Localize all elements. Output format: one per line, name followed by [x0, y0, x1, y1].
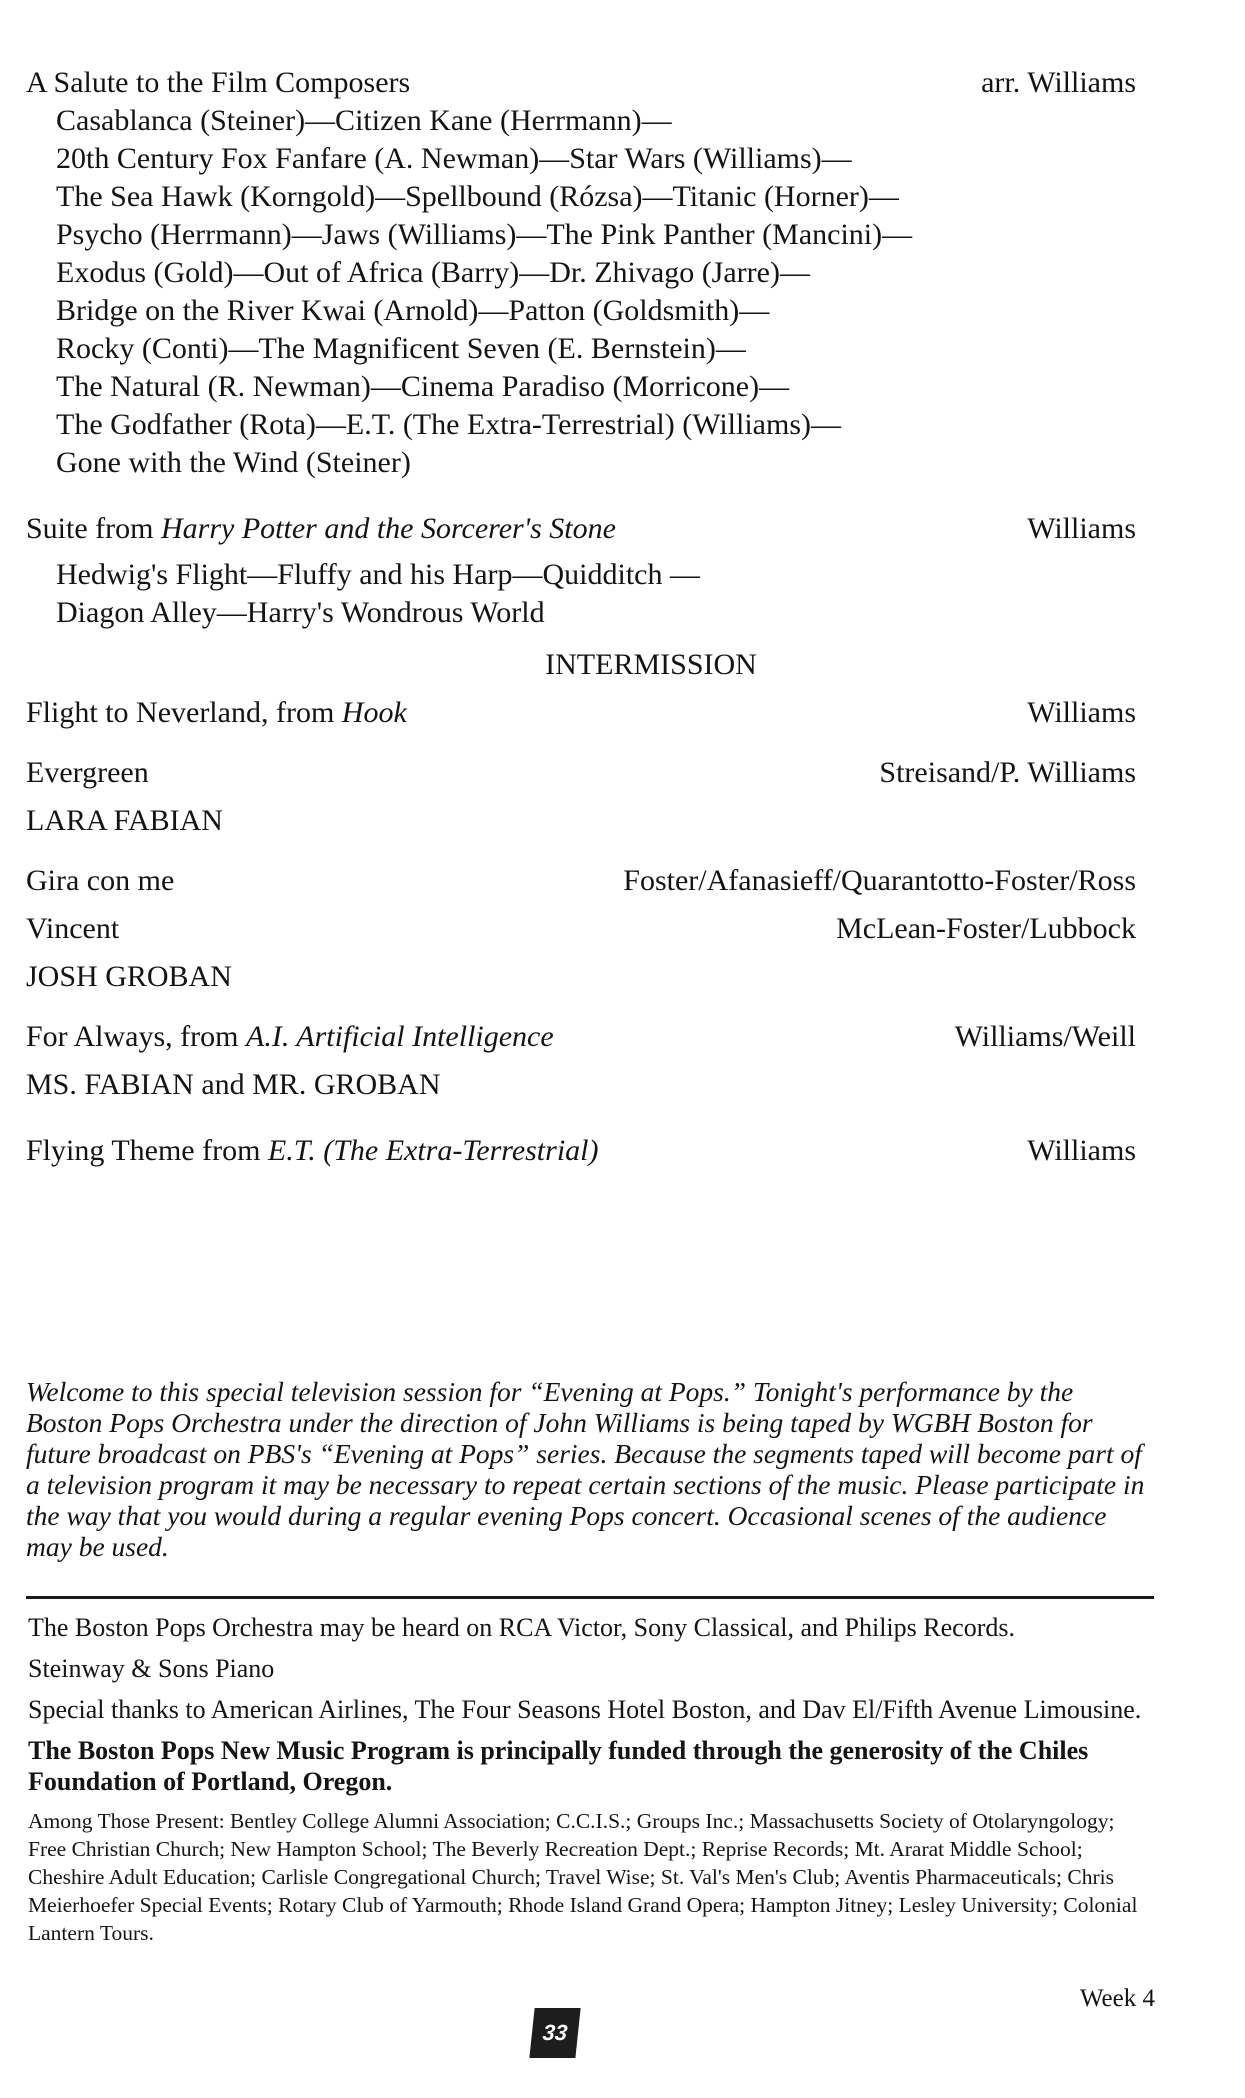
piece-title [26, 1018, 554, 1056]
piece-title-italic: Hook [341, 696, 407, 729]
welcome-text: Welcome to this special television session for “Evening at Pops.” Tonight's performance by the Boston Pops Orchestra under the direction of John Williams is being taped by WGBH Boston for future broadcast on PBS's “Evening at Pops” series. Because the segments taped will become part of a television program it may be necessary to repeat certain sections of the music. Please participate in the way that you would during a regular evening Pops concert. Occasional scenes of the audience may be used. [26, 1376, 1145, 1562]
medley-line: Casablanca (Steiner)—Citizen Kane (Herrmann)— [56, 104, 672, 137]
page-number: 33 [541, 2020, 569, 2045]
medley-line: The Sea Hawk (Korngold)—Spellbound (Rózsa)—Titanic (Horner)— [56, 180, 899, 213]
records-credit: The Boston Pops Orchestra may be heard on RCA Victor, Sony Classical, and Philips Records. [28, 1613, 1015, 1642]
page-number-badge [529, 2008, 580, 2058]
artist-name: MS. FABIAN and MR. GROBAN [26, 1068, 441, 1101]
piece-title: Vincent [26, 912, 120, 945]
thanks-credit: Special thanks to American Airlines, The Four Seasons Hotel Boston, and Dav El/Fifth Avenue Limousine. [28, 1695, 1142, 1724]
artist-name: JOSH GROBAN [26, 960, 232, 993]
section-divider [26, 1596, 1154, 1599]
piece-title-prefix: For Always, from [26, 1020, 246, 1053]
piece-title-prefix: Flight to Neverland, from [26, 696, 342, 729]
piece-title: Gira con me [26, 864, 175, 897]
week-label: Week 4 [1079, 1985, 1155, 2012]
program-item-vincent [26, 910, 1136, 948]
medley-line: Rocky (Conti)—The Magnificent Seven (E. Bernstein)— [56, 332, 746, 365]
welcome-note [26, 1376, 1146, 1562]
piece-title-prefix: Flying Theme from [26, 1134, 268, 1167]
movement-line: Hedwig's Flight—Fluffy and his Harp—Quidditch — [56, 558, 700, 591]
program-listing [26, 64, 1136, 1170]
salute-medley-list [26, 102, 1136, 482]
intermission-heading: INTERMISSION [545, 648, 757, 681]
piece-composer: Foster/Afanasieff/Quarantotto-Foster/Ross [623, 864, 1136, 897]
medley-line: Bridge on the River Kwai (Arnold)—Patton (Goldsmith)— [56, 294, 770, 327]
medley-line: Gone with the Wind (Steiner) [56, 446, 411, 479]
funding-credit: The Boston Pops New Music Program is principally funded through the generosity of the Chiles Foundation of Portland, Oregon. [28, 1736, 1089, 1796]
medley-line: 20th Century Fox Fanfare (A. Newman)—Star Wars (Williams)— [56, 142, 852, 175]
harry-potter-movements [26, 556, 1136, 632]
piece-composer: Streisand/P. Williams [879, 756, 1136, 789]
medley-line: Psycho (Herrmann)—Jaws (Williams)—The Pink Panther (Mancini)— [56, 218, 913, 251]
piece-composer: Williams/Weill [954, 1020, 1136, 1053]
piece-title [26, 510, 616, 548]
program-item-flying-theme [26, 1132, 1136, 1170]
program-item-gira [26, 862, 1136, 900]
piano-credit: Steinway & Sons Piano [28, 1654, 275, 1683]
artist-name: LARA FABIAN [26, 804, 223, 837]
medley-line: The Natural (R. Newman)—Cinema Paradiso (Morricone)— [56, 370, 790, 403]
piece-title-italic: Harry Potter and the Sorcerer's Stone [161, 512, 616, 545]
piece-composer: Williams [1027, 512, 1136, 545]
piece-title [26, 1132, 598, 1170]
program-item-evergreen [26, 754, 1136, 792]
program-item-harry-potter [26, 510, 1136, 548]
medley-line: Exodus (Gold)—Out of Africa (Barry)—Dr. Zhivago (Jarre)— [56, 256, 810, 289]
piece-title-italic: E.T. (The Extra-Terrestrial) [267, 1134, 599, 1167]
piece-composer: Williams [1027, 696, 1136, 729]
piece-title-prefix: Suite from [26, 512, 161, 545]
piece-title: A Salute to the Film Composers [26, 66, 411, 99]
piece-title-italic: A.I. Artificial Intelligence [246, 1020, 554, 1053]
medley-line: The Godfather (Rota)—E.T. (The Extra-Terrestrial) (Williams)— [56, 408, 841, 441]
program-item-for-always [26, 1018, 1136, 1056]
piece-title: Evergreen [26, 756, 149, 789]
piece-composer: McLean-Foster/Lubbock [836, 912, 1136, 945]
program-item-salute [26, 64, 1136, 102]
piece-composer: Williams [1027, 1134, 1136, 1167]
piece-title [26, 694, 407, 732]
credits-section [28, 1612, 1158, 1957]
movement-line: Diagon Alley—Harry's Wondrous World [56, 596, 545, 629]
among-those-present: Among Those Present: Bentley College Alumni Association; C.C.I.S.; Groups Inc.; Massachusetts Society of Otolaryngology; Free Christian Church; New Hampton School; The Beverly Recreation Dept.; Reprise Records; Mt. Ararat Middle School; Cheshire Adult Education; Carlisle Congregational Church; Travel Wise; St. Val's Men's Club; Aventis Pharmaceuticals; Chris Meierhoefer Special Events; Rotary Club of Yarmouth; Rhode Island Grand Opera; Hampton Jitney; Lesley University; Colonial Lantern Tours. [28, 1809, 1138, 1945]
piece-composer: arr. Williams [981, 66, 1136, 99]
program-item-neverland [26, 694, 1136, 732]
